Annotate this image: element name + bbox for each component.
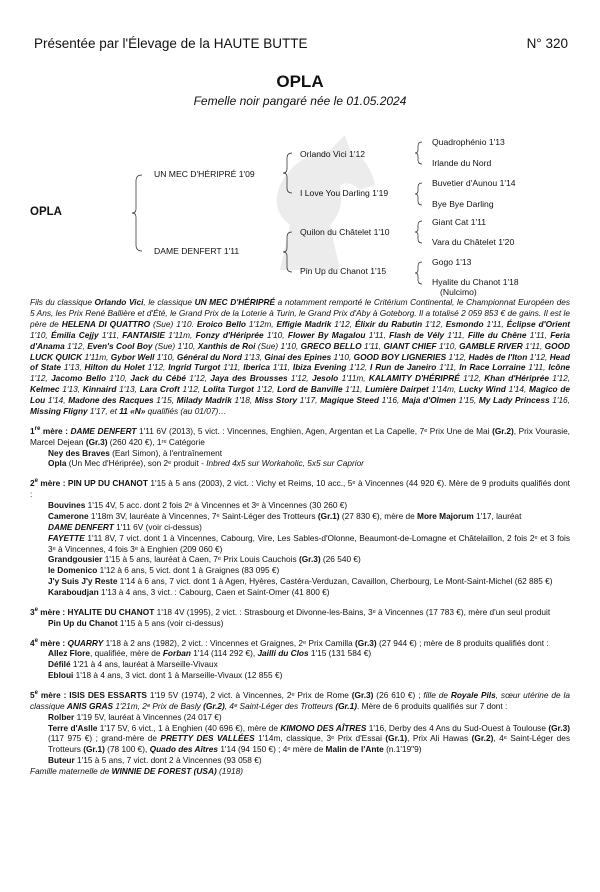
second-dam-heading: 2e mère : PIN UP DU CHANOT 1'15 à 5 ans (2003), 2 vict. : Vichy et Reims, 10 acc., 5ᵉ à Vincennes (44 920 €). Mère de 9 produits qualifiés dont : (30, 478, 570, 500)
produce-line: J'y Suis J'y Reste 1'14 à 6 ans, 7 vict. dont 1 à Agen, Hyères, Castéra-Verduzan, Cavaillon, Cherbourg, Le Mont-Saint-Michel (62 885 €) (48, 576, 553, 587)
produce-line: FAYETTE 1'11 8V, 7 vict. dont 1 à Vincennes, Cabourg, Vire, Les Sables-d'Olonne, Beaumont-de-Lomagne et Châtelaillon, 2 fois 2ᵉ et 3 fois 3ᵉ à Vincennes, 4 fois 3ᵉ à Enghien (209 060 €) (48, 532, 570, 554)
produce-line: Défilé 1'21 à 4 ans, lauréat à Marseille-Vivaux (48, 659, 218, 670)
horse-description: Femelle noir pangaré née le 01.05.2024 (193, 94, 407, 108)
fourth-dam-name: QUARRY (67, 637, 104, 648)
pedigree-ddd-sire: (Nulcimo) (440, 287, 477, 297)
pedigree-chart (0, 120, 600, 300)
pedigree-dam: DAME DENFERT 1'11 (154, 246, 240, 256)
produce-line: DAME DENFERT 1'11 6V (voir ci-dessus) (48, 521, 202, 532)
third-dam-heading: 3e mère : HYALITE DU CHANOT 1'18 4V (1995), 2 vict. : Strasbourg et Divonne-les-Bains, 3ᵉ à Vincennes (17 783 €), mère d'un seul produit (30, 606, 551, 617)
produce-line: Pin Up du Chanot 1'15 à 5 ans (voir ci-dessus) (48, 617, 224, 628)
produce-line: Terre d'Aslle 1'17 5V, 6 vict., 1 à Enghien (40 696 €), mère de KIMONO DES AÎTRES 1'16, Derby des 4 Ans du Sud-Ouest à Toulouse (Gr.3) (117 975 €) ; grand-mère de PRETTY DES VALLÉES 1'14m, classique, 3ᵉ Prix d'Essai (Gr.1), Prix Ali Hawas (Gr.2), 4ᵉ Saint-Léger des Trotteurs (Gr.1) (78 100 €), Quado des Aîtres 1'14 (94 150 €) ; 4ᵉ mère de Malin de l'Ante (n.1'19"9) (48, 722, 570, 755)
produce-line: Bouvines 1'15 4V, 5 acc. dont 2 fois 2ᵉ à Vincennes et 3ᵉ à Vincennes (30 260 €) (48, 499, 348, 510)
pedigree-sdd: Bye Bye Darling (432, 199, 494, 209)
produce-line: Ney des Braves (Earl Simon), à l'entraînement (48, 447, 223, 458)
produce-line: Karaboudjan 1'13 à 4 ans, 3 vict. : Cabourg, Caen et Saint-Omer (41 800 €) (48, 587, 330, 598)
horse-name-title: OPLA (276, 72, 324, 91)
maternal-family: Famille maternelle de WINNIE DE FOREST (USA) (1918) (30, 766, 244, 777)
produce-line: Rolber 1'19 5V, lauréat à Vincennes (24 017 €) (48, 711, 222, 722)
second-dam-name: PIN UP DU CHANOT (67, 478, 148, 489)
pedigree-sss: Quadrophénio 1'13 (432, 137, 505, 147)
pedigree-dsd: Vara du Châtelet 1'20 (432, 237, 515, 247)
produce-line: le Domenico 1'12 à 6 ans, 5 vict. dont 1 à Graignes (83 095 €) (48, 565, 280, 576)
first-dam-section (30, 424, 570, 469)
lot-number: N° 320 (526, 36, 568, 51)
second-dam-section (30, 476, 570, 598)
first-dam-heading: 1re mère : DAME DENFERT 1'11 6V (2013), 5 vict. : Vincennes, Enghien, Agen, Argentan et La Capelle, 7ᵉ Prix Une de Mai (Gr.2), Prix Vourasie, Marcel Dejean (Gr.3) (260 420 €), 1ʳᵉ Catégorie (30, 425, 570, 447)
fifth-dam-heading: 5e mère : ISIS DES ESSARTS 1'19 5V (1974), 2 vict. à Vincennes, 2ᵉ Prix de Rome (Gr.3) (26 610 €) ; fille de Royale Pils, sœur utérine de la classique ANIS GRAS 1'21m, 2ᵉ Prix de Basly (Gr.2), 4ᵉ Saint-Léger des Trotteurs (Gr.1). Mère de 6 produits qualifiés sur 7 dont : (30, 689, 570, 711)
pedigree-dss: Giant Cat 1'11 (432, 217, 487, 227)
pedigree-dam-sire: Quilon du Châtelet 1'10 (300, 227, 390, 237)
fourth-dam-heading: 4e mère : QUARRY 1'18 à 2 ans (1982), 2 vict. : Vincennes et Graignes, 2ᵉ Prix Camilla (Gr.3) (27 944 €) ; mère de 8 produits qualifiés dont : (30, 637, 549, 648)
pedigree-dds: Gogo 1'13 (432, 257, 472, 267)
pedigree-sire-sire: Orlando Vici 1'12 (300, 149, 366, 159)
pedigree-ddd: Hyalite du Chanot 1'18 (432, 277, 519, 287)
sire-description: Fils du classique Orlando Vici, le classique UN MEC D'HÉRIPRÉ a notamment remporté le Critérium Continental, le Championnat Européen des 5 Ans, les Prix René Ballière et d'Été, le Grand Prix de la Loterie à Turin, le Grand Prix d'Aby à Goteborg. Il a totalisé 2 059 853 € de gains. Il est le père de HELENA DI QUATTRO (Sue) 1'10. Eroico Bello 1'12m, Effigie Madrik 1'12, Élixir du Rabutin 1'12, Esmondo 1'11, Éclipse d'Orient 1'10, Émilia Cejjy 1'11, FANTAISIE 1'11m, Fonzy d'Hériprée 1'10, Flower By Magalou 1'11, Flash de Vély 1'11, Fille du Chêne 1'11, Feria d'Anama 1'12, Even's Cool Boy (Sue) 1'10, Xanthis de Roi (Sue) 1'10, GRECO BELLO 1'11, GIANT CHIEF 1'10, GAMBLE RIVER 1'11, GOOD LUCK QUICK 1'11m, Gybor Well 1'10, Général du Nord 1'13, Ginai des Epines 1'10, GOOD BOY LIGNERIES 1'12, Hadès de l'Iton 1'12, Head of State 1'13, Hilton du Holet 1'12, Ingrid Turgot 1'11, Iberica 1'11, Ibiza Evening 1'12, I Run de Janeiro 1'11, In Race Lorraine 1'11, Icône 1'12, Jacomo Bello 1'10, Jack du Cébé 1'12, Jaya des Brousses 1'12, Jesolo 1'11m, KALAMITY D'HÉRIPRÉ 1'12, Khan d'Hériprée 1'12, Kelmec 1'13, Kinnaird 1'13, Lara Croft 1'12, Lolita Turgot 1'12, Lord de Banville 1'11, Lumière Dairpet 1'14m, Lucky Wind 1'14, Magico de Lou 1'14, Madone des Racques 1'15, Milady Madrik 1'18, Miss Story 1'17, Magique Steed 1'16, Maja d'Olmen 1'15, My Lady Princess 1'16, Missing Fligny 1'17, et 11 «N» qualifiés (au 01/07)… (30, 297, 571, 417)
pedigree-ssd: Irlande du Nord (432, 158, 492, 168)
pedigree-sire: UN MEC D'HÉRIPRÉ 1'09 (154, 169, 255, 179)
produce-line: Grandgousier 1'15 à 5 ans, lauréat à Caen, 7ᵉ Prix Louis Cauchois (Gr.3) (26 540 €) (48, 554, 361, 565)
pedigree-subject: OPLA (30, 206, 62, 218)
pedigree-dam-dam: Pin Up du Chanot 1'15 (300, 266, 387, 276)
produce-line: Allez Flore, qualifiée, mère de Forban 1'14 (114 292 €), Jailli du Clos 1'15 (131 584 €) (48, 648, 372, 659)
presenter-line: Présentée par l'Élevage de la HAUTE BUTTE (34, 36, 308, 51)
third-dam-section (30, 605, 570, 629)
produce-line: Camerone 1'18m 3V, lauréate à Vincennes, 7ᵉ Saint-Léger des Trotteurs (Gr.1) (27 830 €), mère de More Majorum 1'17, lauréat (48, 510, 522, 521)
fourth-dam-section (30, 636, 570, 681)
pedigree-sds: Buvetier d'Aunou 1'14 (432, 178, 516, 188)
produce-line: Buteur 1'15 à 5 ans, 7 vict. dont 2 à Vincennes (93 058 €) (48, 755, 262, 766)
first-dam-name: DAME DENFERT (70, 425, 137, 436)
produce-line: Opla (Un Mec d'Hériprée), son 2ᵉ produit - Inbred 4x5 sur Workaholic, 5x5 sur Caprior (48, 458, 364, 469)
pedigree-sire-dam: I Love You Darling 1'19 (300, 188, 389, 198)
third-dam-name: HYALITE DU CHANOT (67, 606, 155, 617)
catalog-text (30, 297, 570, 777)
fifth-dam-section (30, 688, 570, 766)
produce-line: Ebloui 1'18 à 4 ans, 3 vict. dont 1 à Marseille-Vivaux (12 855 €) (48, 670, 283, 681)
fifth-dam-name: ISIS DES ESSARTS (69, 689, 147, 700)
